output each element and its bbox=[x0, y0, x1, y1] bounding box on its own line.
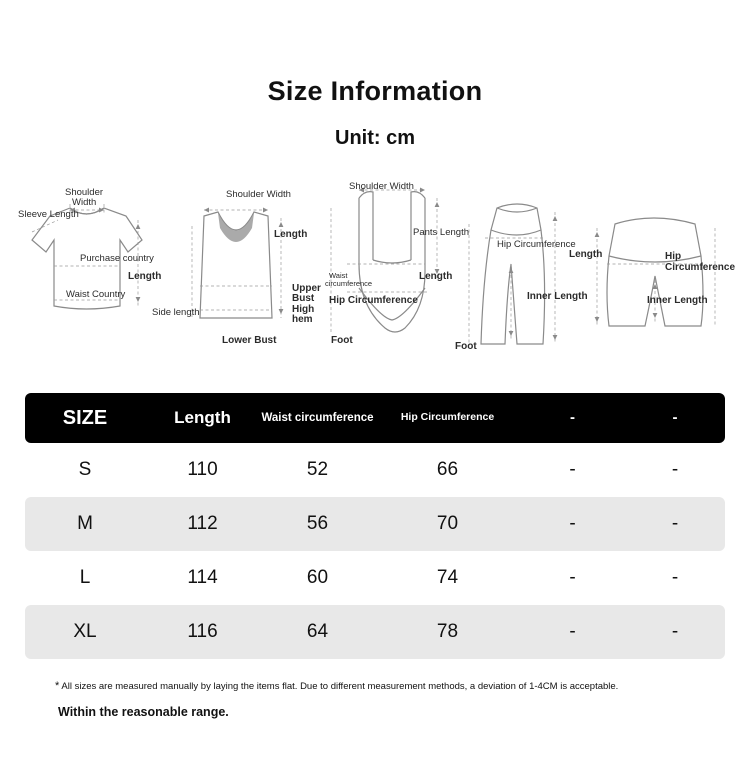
cell-length: 114 bbox=[187, 567, 218, 588]
label-high-hem-2: hem bbox=[292, 314, 313, 325]
header-hip-circumference: Hip Circumference bbox=[400, 411, 495, 424]
cell-hip: 66 bbox=[436, 459, 459, 480]
cell-size: L bbox=[79, 567, 91, 588]
header-size: SIZE bbox=[62, 406, 108, 429]
footnote-star: * bbox=[55, 680, 60, 692]
cell-blank-2: - bbox=[671, 513, 679, 534]
size-table bbox=[25, 393, 725, 659]
label-waist-circumference: Waist bbox=[329, 271, 348, 280]
label-hip-circumference-2: Circumference bbox=[665, 262, 736, 273]
cell-blank-2: - bbox=[671, 567, 679, 588]
label-lower-bust: Lower Bust bbox=[222, 335, 277, 346]
cell-size: S bbox=[78, 459, 92, 480]
cell-length: 110 bbox=[187, 459, 218, 480]
label-hip-circumference: Hip Circumference bbox=[329, 295, 418, 306]
cell-length: 116 bbox=[187, 621, 218, 642]
cell-size: M bbox=[77, 513, 93, 534]
garment-diagrams bbox=[0, 168, 750, 368]
label-foot: Foot bbox=[455, 341, 477, 352]
header-waist-circumference: Waist circumference bbox=[261, 411, 374, 424]
label-upper-bust: Upper bbox=[292, 283, 321, 294]
label-length: Length bbox=[569, 249, 603, 260]
unit-label: Unit: cm bbox=[335, 127, 415, 149]
label-inner-length: Inner Length bbox=[527, 291, 588, 302]
table-header-row bbox=[25, 393, 725, 443]
cell-blank-1: - bbox=[569, 459, 576, 480]
label-waist-country: Waist Country bbox=[66, 289, 126, 300]
label-hip-circumference: Hip Circumference bbox=[497, 239, 576, 250]
label-shoulder-width-2: Width bbox=[72, 197, 97, 208]
cell-hip: 70 bbox=[436, 513, 459, 534]
header-blank-1: - bbox=[570, 409, 575, 427]
bodysuit-diagram bbox=[325, 168, 469, 368]
label-waist-circumference-2: circumference bbox=[325, 279, 373, 288]
shorts-diagram bbox=[569, 168, 745, 368]
label-length: Length bbox=[419, 271, 453, 282]
header-length: Length bbox=[174, 408, 231, 428]
cell-hip: 78 bbox=[436, 621, 459, 642]
label-pants-length: Pants Length bbox=[413, 227, 469, 238]
tank-top-diagram bbox=[152, 168, 333, 368]
page-title: Size Information bbox=[267, 76, 483, 106]
label-high-hem: High bbox=[292, 304, 315, 315]
label-side-length: Side length bbox=[152, 307, 200, 318]
cell-waist: 52 bbox=[306, 459, 329, 480]
label-length: Length bbox=[128, 271, 162, 282]
label-purchase-country: Purchase country bbox=[80, 253, 154, 264]
header-blank-2: - bbox=[672, 409, 678, 427]
cell-waist: 56 bbox=[306, 513, 329, 534]
label-shoulder-width: Shoulder Width bbox=[226, 189, 291, 200]
footnote-secondary: Within the reasonable range. bbox=[58, 705, 229, 719]
footnote bbox=[55, 680, 695, 694]
cell-hip: 74 bbox=[436, 567, 459, 588]
label-inner-length: Inner Length bbox=[647, 295, 708, 306]
table-row bbox=[25, 551, 725, 605]
label-hip-circumference: Hip bbox=[665, 251, 682, 262]
cell-blank-2: - bbox=[671, 459, 679, 480]
table-row bbox=[25, 443, 725, 497]
leggings-illustration bbox=[455, 168, 585, 368]
label-foot: Foot bbox=[331, 335, 353, 346]
cell-waist: 60 bbox=[306, 567, 329, 588]
cell-blank-1: - bbox=[569, 567, 576, 588]
label-sleeve-length: Sleeve Length bbox=[18, 209, 79, 220]
cell-size: XL bbox=[73, 621, 97, 642]
cell-waist: 64 bbox=[306, 621, 329, 642]
cell-blank-2: - bbox=[671, 621, 679, 642]
cell-blank-1: - bbox=[569, 621, 576, 642]
leggings-diagram bbox=[455, 168, 588, 368]
label-shoulder-width: Shoulder bbox=[65, 187, 104, 198]
label-shoulder-width: Shoulder Width bbox=[349, 181, 414, 192]
cell-blank-1: - bbox=[569, 513, 576, 534]
table-row bbox=[25, 497, 725, 551]
label-upper-bust-2: Bust bbox=[292, 293, 315, 304]
footnote-text: All sizes are measured manually by laying the items flat. Due to different measurement methods, a deviation of 1-4CM is acceptable. bbox=[61, 681, 619, 692]
cell-length: 112 bbox=[187, 513, 218, 534]
tshirt-diagram bbox=[8, 168, 183, 368]
table-row bbox=[25, 605, 725, 659]
label-length: Length bbox=[274, 229, 308, 240]
